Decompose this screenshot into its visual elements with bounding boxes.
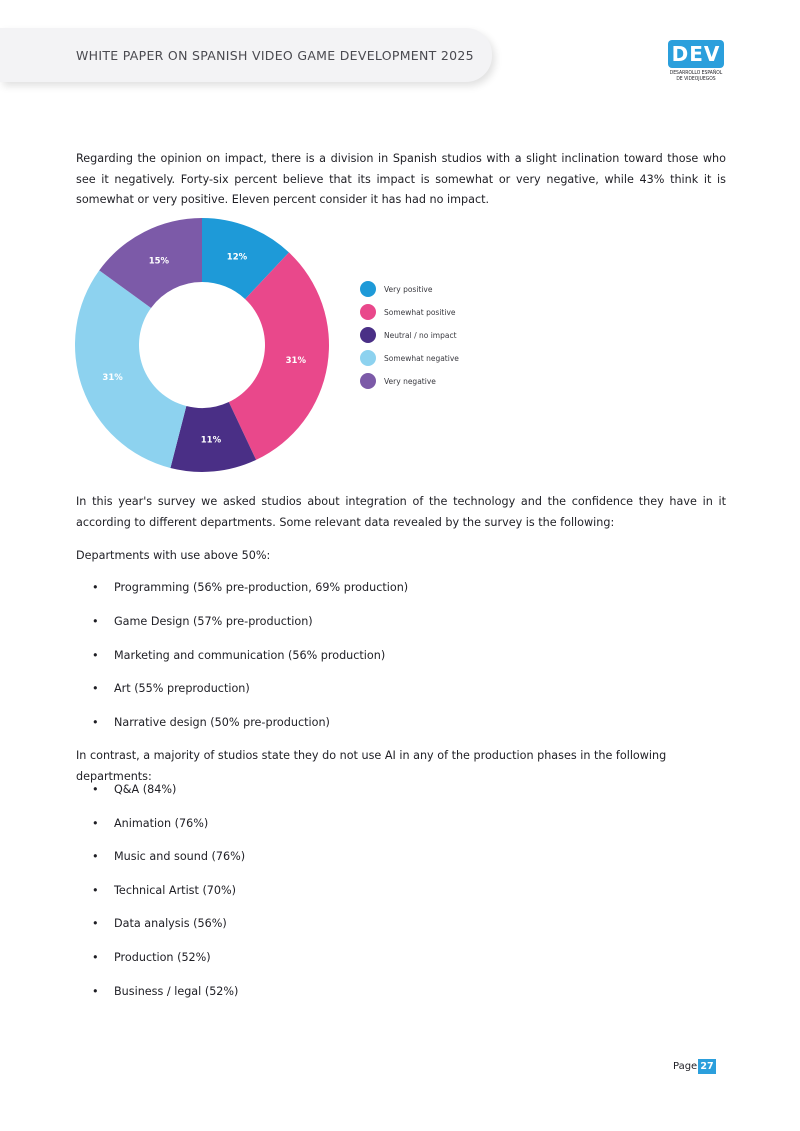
logo-line-1: DESARROLLO ESPAÑOL — [669, 70, 723, 76]
document-title: WHITE PAPER ON SPANISH VIDEO GAME DEVELOPMENT 2025 — [76, 48, 474, 63]
legend-swatch — [360, 281, 376, 297]
list-item-text: Data analysis (56%) — [114, 917, 227, 930]
page-label: Page — [673, 1061, 698, 1072]
slice-value-label: 12% — [226, 252, 248, 263]
donut-slice — [75, 270, 186, 468]
list-item-text: Production (52%) — [114, 951, 211, 964]
legend-swatch — [360, 350, 376, 366]
list-item-text: Music and sound (76%) — [114, 850, 246, 863]
list-item-text: Programming (56% pre-production, 69% production) — [114, 581, 409, 594]
impact-donut-chart — [60, 208, 480, 478]
bullet-icon: • — [92, 682, 99, 695]
bullet-icon: • — [92, 884, 99, 897]
not-used-heading: In contrast, a majority of studios state they do not use AI in any of the production phases in the following departments: — [76, 749, 667, 783]
logo-mark: DEV — [668, 40, 724, 68]
list-item-text: Q&A (84%) — [114, 783, 177, 796]
bullet-icon: • — [92, 817, 99, 830]
list-item-text: Game Design (57% pre-production) — [114, 615, 313, 628]
list-item-text: Business / legal (52%) — [114, 985, 239, 998]
legend-label: Somewhat negative — [384, 354, 459, 363]
intro-paragraph: Regarding the opinion on impact, there is a division in Spanish studios with a slight inclination toward those who see it negatively. Forty-six percent believe that its impact is somewhat or very negative, while 43% think it is somewhat or very positive. Eleven percent consider it has had no impact. — [76, 152, 726, 206]
bullet-icon: • — [92, 917, 99, 930]
list-item-text: Narrative design (50% pre-production) — [114, 716, 330, 729]
dev-logo — [666, 40, 726, 86]
slice-value-label: 11% — [200, 435, 222, 446]
list-item-text: Art (55% preproduction) — [114, 682, 250, 695]
list-item-text: Marketing and communication (56% production) — [114, 649, 386, 662]
bullet-icon: • — [92, 951, 99, 964]
legend-label: Neutral / no impact — [384, 331, 457, 340]
above-50-heading: Departments with use above 50%: — [76, 549, 271, 562]
slice-value-label: 31% — [285, 355, 307, 366]
bullet-icon: • — [92, 649, 99, 662]
legend-swatch — [360, 304, 376, 320]
legend-label: Somewhat positive — [384, 308, 456, 317]
bullet-icon: • — [92, 850, 99, 863]
slice-value-label: 31% — [102, 373, 123, 384]
legend-label: Very positive — [384, 285, 433, 294]
bullet-icon: • — [92, 581, 99, 594]
list-item-text: Technical Artist (70%) — [114, 884, 237, 897]
bullet-icon: • — [92, 615, 99, 628]
legend-swatch — [360, 373, 376, 389]
bullet-icon: • — [92, 716, 99, 729]
page-number: 27 — [698, 1059, 716, 1074]
legend-label: Very negative — [384, 377, 436, 386]
bullet-icon: • — [92, 985, 99, 998]
bullet-icon: • — [92, 783, 99, 796]
logo-line-2: DE VIDEOJUEGOS — [676, 76, 716, 82]
legend-swatch — [360, 327, 376, 343]
survey-intro-paragraph: In this year's survey we asked studios about integration of the technology and the confidence they have in it according to different departments. Some relevant data revealed by the survey is the following: — [76, 495, 726, 529]
slice-value-label: 15% — [148, 256, 170, 267]
list-item-text: Animation (76%) — [114, 817, 209, 830]
